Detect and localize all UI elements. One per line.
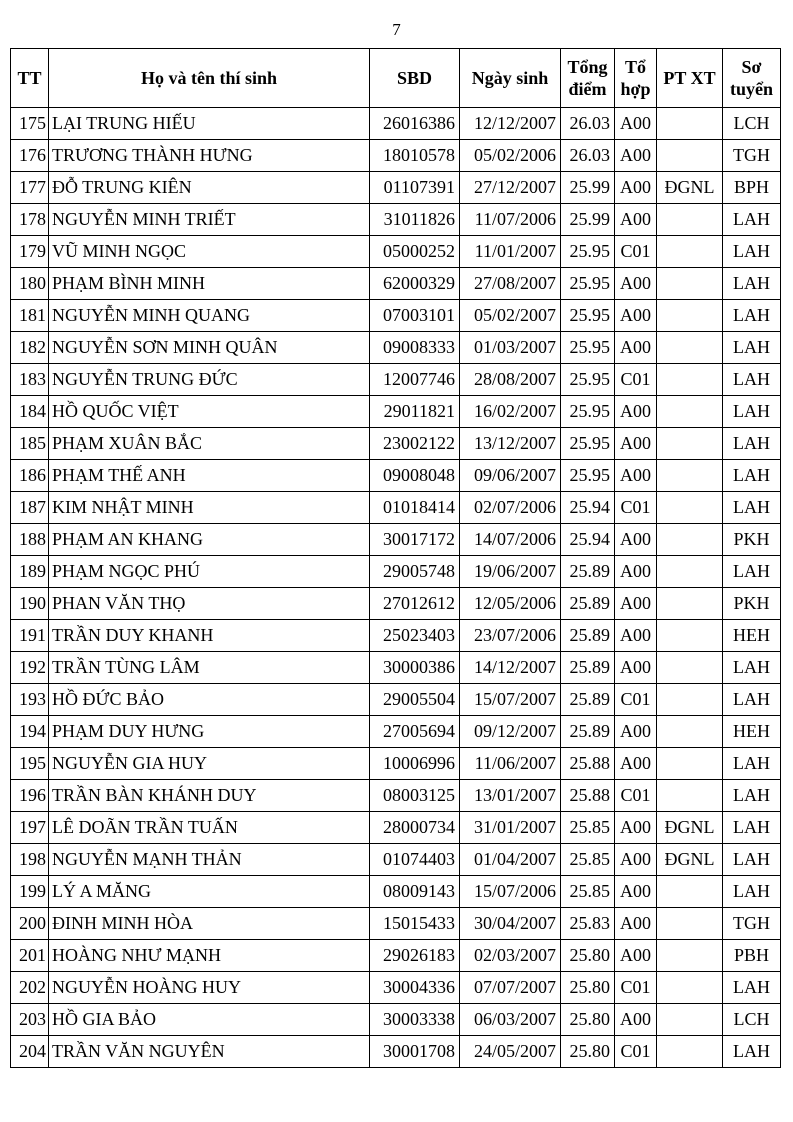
cell-sbd: 29005748 xyxy=(370,556,460,588)
cell-score: 25.95 xyxy=(561,236,615,268)
cell-name: HỒ GIA BẢO xyxy=(49,1004,370,1036)
cell-sbd: 26016386 xyxy=(370,108,460,140)
cell-tt: 195 xyxy=(11,748,49,780)
cell-sbd: 27012612 xyxy=(370,588,460,620)
table-row xyxy=(11,684,781,716)
table-row xyxy=(11,1004,781,1036)
cell-school: HEH xyxy=(723,620,781,652)
cell-combo: A00 xyxy=(615,620,657,652)
cell-dob: 01/03/2007 xyxy=(460,332,561,364)
header-pt: PT XT xyxy=(657,49,723,108)
cell-tt: 201 xyxy=(11,940,49,972)
cell-sbd: 25023403 xyxy=(370,620,460,652)
cell-score: 25.80 xyxy=(561,1036,615,1068)
cell-score: 25.99 xyxy=(561,172,615,204)
cell-name: HỒ ĐỨC BẢO xyxy=(49,684,370,716)
cell-school: LCH xyxy=(723,1004,781,1036)
cell-dob: 13/12/2007 xyxy=(460,428,561,460)
cell-score: 25.85 xyxy=(561,876,615,908)
cell-score: 25.94 xyxy=(561,492,615,524)
cell-sbd: 30003338 xyxy=(370,1004,460,1036)
cell-score: 25.89 xyxy=(561,620,615,652)
table-row xyxy=(11,876,781,908)
table-row xyxy=(11,428,781,460)
cell-dob: 09/12/2007 xyxy=(460,716,561,748)
cell-combo: A00 xyxy=(615,1004,657,1036)
cell-combo: C01 xyxy=(615,1036,657,1068)
cell-name: NGUYỄN TRUNG ĐỨC xyxy=(49,364,370,396)
table-body xyxy=(11,108,781,1068)
cell-score: 25.88 xyxy=(561,780,615,812)
cell-tt: 191 xyxy=(11,620,49,652)
header-school: Sơ tuyển xyxy=(723,49,781,108)
cell-score: 25.85 xyxy=(561,812,615,844)
cell-tt: 194 xyxy=(11,716,49,748)
cell-tt: 178 xyxy=(11,204,49,236)
cell-score: 26.03 xyxy=(561,140,615,172)
table-row xyxy=(11,588,781,620)
page-number: 7 xyxy=(392,20,401,39)
cell-pt xyxy=(657,620,723,652)
cell-dob: 12/05/2006 xyxy=(460,588,561,620)
cell-combo: C01 xyxy=(615,236,657,268)
cell-sbd: 62000329 xyxy=(370,268,460,300)
cell-score: 25.95 xyxy=(561,396,615,428)
header-combo: Tổ hợp xyxy=(615,49,657,108)
cell-name: PHẠM AN KHANG xyxy=(49,524,370,556)
cell-pt xyxy=(657,396,723,428)
cell-dob: 28/08/2007 xyxy=(460,364,561,396)
table-row xyxy=(11,556,781,588)
cell-pt xyxy=(657,1004,723,1036)
cell-school: LAH xyxy=(723,364,781,396)
cell-school: LAH xyxy=(723,1036,781,1068)
cell-school: LAH xyxy=(723,812,781,844)
table-row xyxy=(11,396,781,428)
table-row xyxy=(11,652,781,684)
cell-tt: 182 xyxy=(11,332,49,364)
cell-sbd: 08003125 xyxy=(370,780,460,812)
cell-sbd: 30001708 xyxy=(370,1036,460,1068)
cell-score: 25.95 xyxy=(561,332,615,364)
cell-pt xyxy=(657,524,723,556)
cell-combo: A00 xyxy=(615,556,657,588)
cell-tt: 198 xyxy=(11,844,49,876)
cell-name: LÝ A MĂNG xyxy=(49,876,370,908)
cell-sbd: 23002122 xyxy=(370,428,460,460)
cell-score: 25.89 xyxy=(561,684,615,716)
cell-sbd: 27005694 xyxy=(370,716,460,748)
cell-pt xyxy=(657,140,723,172)
cell-sbd: 29011821 xyxy=(370,396,460,428)
cell-dob: 05/02/2007 xyxy=(460,300,561,332)
cell-school: LAH xyxy=(723,972,781,1004)
cell-tt: 192 xyxy=(11,652,49,684)
cell-school: HEH xyxy=(723,716,781,748)
cell-name: PHẠM THẾ ANH xyxy=(49,460,370,492)
cell-school: PKH xyxy=(723,588,781,620)
cell-name: NGUYỄN MINH QUANG xyxy=(49,300,370,332)
cell-pt xyxy=(657,300,723,332)
cell-school: LAH xyxy=(723,876,781,908)
cell-school: LAH xyxy=(723,204,781,236)
table-row xyxy=(11,780,781,812)
cell-name: KIM NHẬT MINH xyxy=(49,492,370,524)
cell-dob: 11/01/2007 xyxy=(460,236,561,268)
cell-name: LẠI TRUNG HIẾU xyxy=(49,108,370,140)
cell-pt: ĐGNL xyxy=(657,172,723,204)
cell-combo: A00 xyxy=(615,172,657,204)
cell-dob: 19/06/2007 xyxy=(460,556,561,588)
cell-name: TRẦN TÙNG LÂM xyxy=(49,652,370,684)
cell-school: LAH xyxy=(723,556,781,588)
cell-dob: 09/06/2007 xyxy=(460,460,561,492)
cell-score: 25.95 xyxy=(561,364,615,396)
cell-combo: A00 xyxy=(615,588,657,620)
cell-dob: 01/04/2007 xyxy=(460,844,561,876)
cell-score: 25.80 xyxy=(561,940,615,972)
cell-pt xyxy=(657,428,723,460)
cell-pt xyxy=(657,204,723,236)
cell-name: HOÀNG NHƯ MẠNH xyxy=(49,940,370,972)
cell-name: PHẠM BÌNH MINH xyxy=(49,268,370,300)
cell-name: NGUYỄN MẠNH THẢN xyxy=(49,844,370,876)
cell-combo: A00 xyxy=(615,748,657,780)
cell-sbd: 08009143 xyxy=(370,876,460,908)
cell-tt: 179 xyxy=(11,236,49,268)
header-tt: TT xyxy=(11,49,49,108)
cell-score: 25.80 xyxy=(561,1004,615,1036)
cell-score: 25.85 xyxy=(561,844,615,876)
cell-score: 25.95 xyxy=(561,268,615,300)
cell-sbd: 07003101 xyxy=(370,300,460,332)
table-row xyxy=(11,268,781,300)
cell-combo: A00 xyxy=(615,204,657,236)
cell-tt: 196 xyxy=(11,780,49,812)
cell-dob: 31/01/2007 xyxy=(460,812,561,844)
cell-dob: 27/08/2007 xyxy=(460,268,561,300)
cell-sbd: 09008048 xyxy=(370,460,460,492)
cell-tt: 183 xyxy=(11,364,49,396)
cell-pt xyxy=(657,972,723,1004)
table-row xyxy=(11,204,781,236)
cell-sbd: 15015433 xyxy=(370,908,460,940)
header-dob: Ngày sinh xyxy=(460,49,561,108)
cell-combo: A00 xyxy=(615,300,657,332)
cell-school: LAH xyxy=(723,492,781,524)
cell-pt xyxy=(657,332,723,364)
cell-name: ĐINH MINH HÒA xyxy=(49,908,370,940)
cell-combo: A00 xyxy=(615,140,657,172)
cell-school: LAH xyxy=(723,236,781,268)
cell-sbd: 05000252 xyxy=(370,236,460,268)
cell-score: 25.80 xyxy=(561,972,615,1004)
cell-school: TGH xyxy=(723,140,781,172)
cell-score: 25.88 xyxy=(561,748,615,780)
cell-combo: A00 xyxy=(615,460,657,492)
cell-school: LAH xyxy=(723,684,781,716)
table-row xyxy=(11,332,781,364)
cell-dob: 12/12/2007 xyxy=(460,108,561,140)
cell-school: LAH xyxy=(723,844,781,876)
table-row xyxy=(11,108,781,140)
cell-name: HỒ QUỐC VIỆT xyxy=(49,396,370,428)
table-row xyxy=(11,300,781,332)
table-row xyxy=(11,140,781,172)
cell-score: 25.99 xyxy=(561,204,615,236)
cell-school: PKH xyxy=(723,524,781,556)
table-row xyxy=(11,364,781,396)
cell-tt: 202 xyxy=(11,972,49,1004)
cell-sbd: 30017172 xyxy=(370,524,460,556)
cell-score: 25.95 xyxy=(561,460,615,492)
table-row xyxy=(11,716,781,748)
cell-tt: 180 xyxy=(11,268,49,300)
cell-name: TRƯƠNG THÀNH HƯNG xyxy=(49,140,370,172)
cell-pt xyxy=(657,556,723,588)
table-row xyxy=(11,460,781,492)
cell-dob: 23/07/2006 xyxy=(460,620,561,652)
cell-pt xyxy=(657,940,723,972)
cell-sbd: 10006996 xyxy=(370,748,460,780)
cell-combo: C01 xyxy=(615,492,657,524)
cell-sbd: 09008333 xyxy=(370,332,460,364)
table-row xyxy=(11,972,781,1004)
cell-sbd: 12007746 xyxy=(370,364,460,396)
cell-sbd: 29026183 xyxy=(370,940,460,972)
cell-dob: 05/02/2006 xyxy=(460,140,561,172)
cell-pt xyxy=(657,716,723,748)
cell-pt xyxy=(657,908,723,940)
cell-pt xyxy=(657,588,723,620)
cell-dob: 24/05/2007 xyxy=(460,1036,561,1068)
cell-sbd: 30000386 xyxy=(370,652,460,684)
cell-school: LAH xyxy=(723,268,781,300)
cell-dob: 02/07/2006 xyxy=(460,492,561,524)
cell-school: LAH xyxy=(723,780,781,812)
cell-dob: 13/01/2007 xyxy=(460,780,561,812)
cell-sbd: 18010578 xyxy=(370,140,460,172)
cell-sbd: 01074403 xyxy=(370,844,460,876)
cell-pt: ĐGNL xyxy=(657,812,723,844)
header-score: Tổng điểm xyxy=(561,49,615,108)
cell-pt xyxy=(657,460,723,492)
cell-school: LAH xyxy=(723,460,781,492)
cell-score: 25.94 xyxy=(561,524,615,556)
cell-dob: 02/03/2007 xyxy=(460,940,561,972)
cell-pt xyxy=(657,748,723,780)
cell-name: PHẠM XUÂN BẮC xyxy=(49,428,370,460)
cell-combo: A00 xyxy=(615,940,657,972)
cell-combo: A00 xyxy=(615,716,657,748)
cell-name: ĐỖ TRUNG KIÊN xyxy=(49,172,370,204)
cell-dob: 30/04/2007 xyxy=(460,908,561,940)
cell-score: 25.95 xyxy=(561,300,615,332)
cell-sbd: 28000734 xyxy=(370,812,460,844)
table-row xyxy=(11,812,781,844)
cell-pt xyxy=(657,876,723,908)
cell-combo: A00 xyxy=(615,844,657,876)
table-row xyxy=(11,492,781,524)
cell-name: PHAN VĂN THỌ xyxy=(49,588,370,620)
cell-combo: A00 xyxy=(615,652,657,684)
cell-sbd: 31011826 xyxy=(370,204,460,236)
table-header-row xyxy=(11,49,781,108)
cell-sbd: 30004336 xyxy=(370,972,460,1004)
cell-combo: A00 xyxy=(615,396,657,428)
cell-combo: A00 xyxy=(615,428,657,460)
cell-school: LCH xyxy=(723,108,781,140)
cell-school: LAH xyxy=(723,652,781,684)
cell-score: 25.89 xyxy=(561,556,615,588)
cell-name: TRẦN VĂN NGUYÊN xyxy=(49,1036,370,1068)
cell-score: 25.95 xyxy=(561,428,615,460)
cell-tt: 177 xyxy=(11,172,49,204)
cell-pt xyxy=(657,108,723,140)
cell-dob: 11/07/2006 xyxy=(460,204,561,236)
cell-tt: 181 xyxy=(11,300,49,332)
cell-dob: 15/07/2007 xyxy=(460,684,561,716)
cell-dob: 07/07/2007 xyxy=(460,972,561,1004)
cell-sbd: 01018414 xyxy=(370,492,460,524)
cell-pt xyxy=(657,1036,723,1068)
header-name: Họ và tên thí sinh xyxy=(49,49,370,108)
cell-tt: 176 xyxy=(11,140,49,172)
cell-tt: 204 xyxy=(11,1036,49,1068)
cell-name: LÊ DOÃN TRẦN TUẤN xyxy=(49,812,370,844)
cell-dob: 11/06/2007 xyxy=(460,748,561,780)
cell-tt: 188 xyxy=(11,524,49,556)
cell-pt xyxy=(657,684,723,716)
table-row xyxy=(11,748,781,780)
cell-combo: A00 xyxy=(615,268,657,300)
cell-combo: C01 xyxy=(615,972,657,1004)
cell-name: NGUYỄN HOÀNG HUY xyxy=(49,972,370,1004)
cell-tt: 186 xyxy=(11,460,49,492)
cell-school: BPH xyxy=(723,172,781,204)
cell-pt xyxy=(657,236,723,268)
cell-combo: C01 xyxy=(615,780,657,812)
cell-dob: 15/07/2006 xyxy=(460,876,561,908)
cell-pt xyxy=(657,492,723,524)
cell-school: LAH xyxy=(723,396,781,428)
cell-combo: A00 xyxy=(615,908,657,940)
table-row xyxy=(11,524,781,556)
cell-name: PHẠM DUY HƯNG xyxy=(49,716,370,748)
cell-pt xyxy=(657,364,723,396)
cell-score: 25.89 xyxy=(561,652,615,684)
cell-pt xyxy=(657,780,723,812)
cell-dob: 14/12/2007 xyxy=(460,652,561,684)
cell-dob: 06/03/2007 xyxy=(460,1004,561,1036)
cell-tt: 199 xyxy=(11,876,49,908)
table-row xyxy=(11,1036,781,1068)
cell-tt: 190 xyxy=(11,588,49,620)
cell-combo: A00 xyxy=(615,812,657,844)
cell-sbd: 29005504 xyxy=(370,684,460,716)
cell-name: VŨ MINH NGỌC xyxy=(49,236,370,268)
cell-combo: C01 xyxy=(615,364,657,396)
table-row xyxy=(11,620,781,652)
cell-school: LAH xyxy=(723,332,781,364)
table-row xyxy=(11,908,781,940)
cell-combo: A00 xyxy=(615,108,657,140)
cell-dob: 27/12/2007 xyxy=(460,172,561,204)
cell-tt: 203 xyxy=(11,1004,49,1036)
cell-school: LAH xyxy=(723,748,781,780)
cell-tt: 189 xyxy=(11,556,49,588)
cell-combo: A00 xyxy=(615,876,657,908)
cell-pt xyxy=(657,652,723,684)
cell-name: NGUYỄN MINH TRIẾT xyxy=(49,204,370,236)
table-row xyxy=(11,236,781,268)
table-row xyxy=(11,940,781,972)
table-row xyxy=(11,844,781,876)
cell-name: TRẦN DUY KHANH xyxy=(49,620,370,652)
cell-score: 26.03 xyxy=(561,108,615,140)
cell-school: TGH xyxy=(723,908,781,940)
cell-sbd: 01107391 xyxy=(370,172,460,204)
cell-name: PHẠM NGỌC PHÚ xyxy=(49,556,370,588)
candidate-table xyxy=(10,48,781,1068)
cell-pt: ĐGNL xyxy=(657,844,723,876)
cell-dob: 16/02/2007 xyxy=(460,396,561,428)
table-row xyxy=(11,172,781,204)
cell-score: 25.89 xyxy=(561,716,615,748)
cell-school: LAH xyxy=(723,300,781,332)
cell-school: LAH xyxy=(723,428,781,460)
cell-pt xyxy=(657,268,723,300)
cell-school: PBH xyxy=(723,940,781,972)
cell-tt: 184 xyxy=(11,396,49,428)
cell-tt: 187 xyxy=(11,492,49,524)
cell-name: NGUYỄN SƠN MINH QUÂN xyxy=(49,332,370,364)
cell-score: 25.83 xyxy=(561,908,615,940)
header-sbd: SBD xyxy=(370,49,460,108)
cell-combo: C01 xyxy=(615,684,657,716)
cell-name: TRẦN BÀN KHÁNH DUY xyxy=(49,780,370,812)
cell-tt: 197 xyxy=(11,812,49,844)
cell-dob: 14/07/2006 xyxy=(460,524,561,556)
cell-tt: 200 xyxy=(11,908,49,940)
cell-name: NGUYỄN GIA HUY xyxy=(49,748,370,780)
cell-tt: 193 xyxy=(11,684,49,716)
cell-combo: A00 xyxy=(615,524,657,556)
cell-tt: 185 xyxy=(11,428,49,460)
cell-combo: A00 xyxy=(615,332,657,364)
cell-tt: 175 xyxy=(11,108,49,140)
cell-score: 25.89 xyxy=(561,588,615,620)
